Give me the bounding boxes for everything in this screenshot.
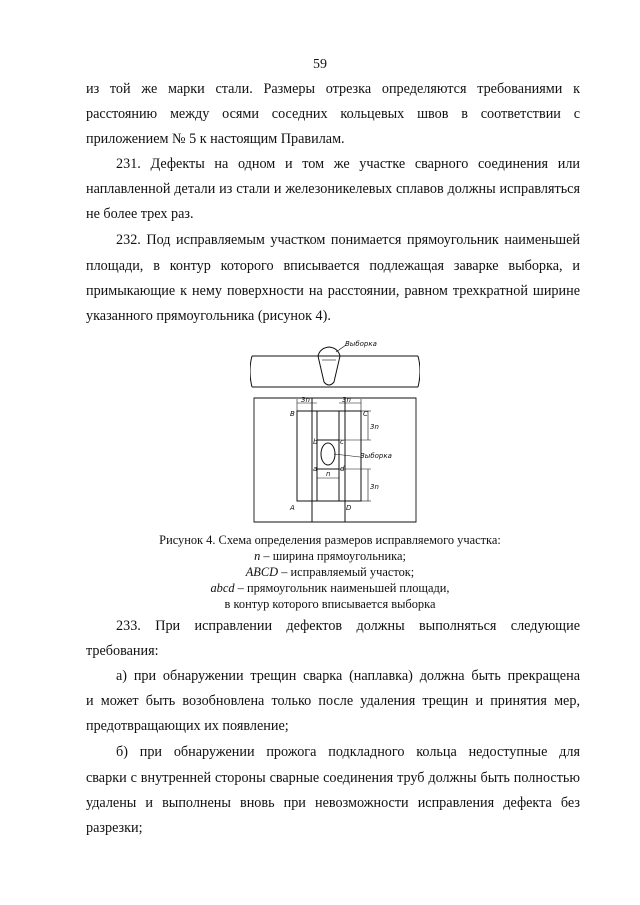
label-c: c [340,438,344,446]
figure-caption-line-2: ABCD – исправляемый участок; [245,565,415,579]
item-a-line-1: а) при обнаружении трещин сварка (наплавка) должна быть прекращена [116,668,580,684]
weld-repair-scheme [250,336,420,528]
label-B: B [290,410,295,418]
dim-3n-vertical-top: 3n [370,423,379,431]
paragraph-3-line-3: примыкающие к нему поверхности на расстоянии, равном трехкратной ширине [86,283,580,299]
label-A: A [290,504,295,512]
vyborka-side-label: Выборка [360,452,392,460]
dim-3n-right: 3n [342,396,351,404]
item-b-line-3: удалены и выполнены вновь при невозможности исправления дефекта без [86,795,580,811]
paragraph-4-line-2: требования: [86,643,159,659]
paragraph-3-line-1: 232. Под исправляемым участком понимается прямоугольник наименьшей [116,232,580,248]
paragraph-1-line-1: из той же марки стали. Размеры отрезка определяются требованиями к [86,81,580,97]
paragraph-1-line-2: расстоянию между осями соседних кольцевых швов в соответствии с [86,106,580,122]
label-D: D [346,504,352,512]
page-number: 59 [313,57,327,72]
figure-4-diagram [250,336,420,528]
defect-ellipse [321,443,335,465]
paragraph-3-line-2: площади, в контур которого вписывается подлежащая заварке выборка, и [86,258,580,274]
item-b-line-4: разрезки; [86,820,143,836]
dim-n: n [326,470,331,478]
paragraph-3-line-4: указанного прямоугольника (рисунок 4). [86,308,331,324]
label-b: b [313,438,318,446]
paragraph-2-line-1: 231. Дефекты на одном и том же участке сварного соединения или [116,156,580,172]
item-a-line-2: и может быть возобновлена только после удаления трещин и принятия мер, [86,693,580,709]
label-d: d [340,465,345,473]
figure-caption-line-4: в контур которого вписывается выборка [224,597,436,611]
paragraph-1-line-3: приложением № 5 к настоящим Правилам. [86,131,345,147]
dim-3n-vertical-bottom: 3n [370,483,379,491]
item-b-line-2: сварки с внутренней стороны сварные соединения труб должны быть полностью [86,770,580,786]
vyborka-top-label: Выборка [345,340,377,348]
dim-3n-left: 3n [301,396,310,404]
figure-caption-title: Рисунок 4. Схема определения размеров исправляемого участка: [159,533,501,547]
pipe-side-view [250,345,420,387]
label-a: a [313,465,318,473]
item-a-line-3: предотвращающих их появление; [86,718,289,734]
weld-groove [318,347,340,385]
label-C: C [363,410,368,418]
figure-caption-line-3: abcd – прямоугольник наименьшей площади, [210,581,450,595]
paragraph-4-line-1: 233. При исправлении дефектов должны выполняться следующие [116,618,580,634]
plan-view [254,398,416,522]
figure-caption-line-1: n – ширина прямоугольника; [254,549,406,563]
paragraph-2-line-3: не более трех раз. [86,206,194,222]
paragraph-2-line-2: наплавленной детали из стали и железоникелевых сплавов должны исправляться [86,181,580,197]
item-b-line-1: б) при обнаружении прожога подкладного кольца недоступные для [116,744,580,760]
